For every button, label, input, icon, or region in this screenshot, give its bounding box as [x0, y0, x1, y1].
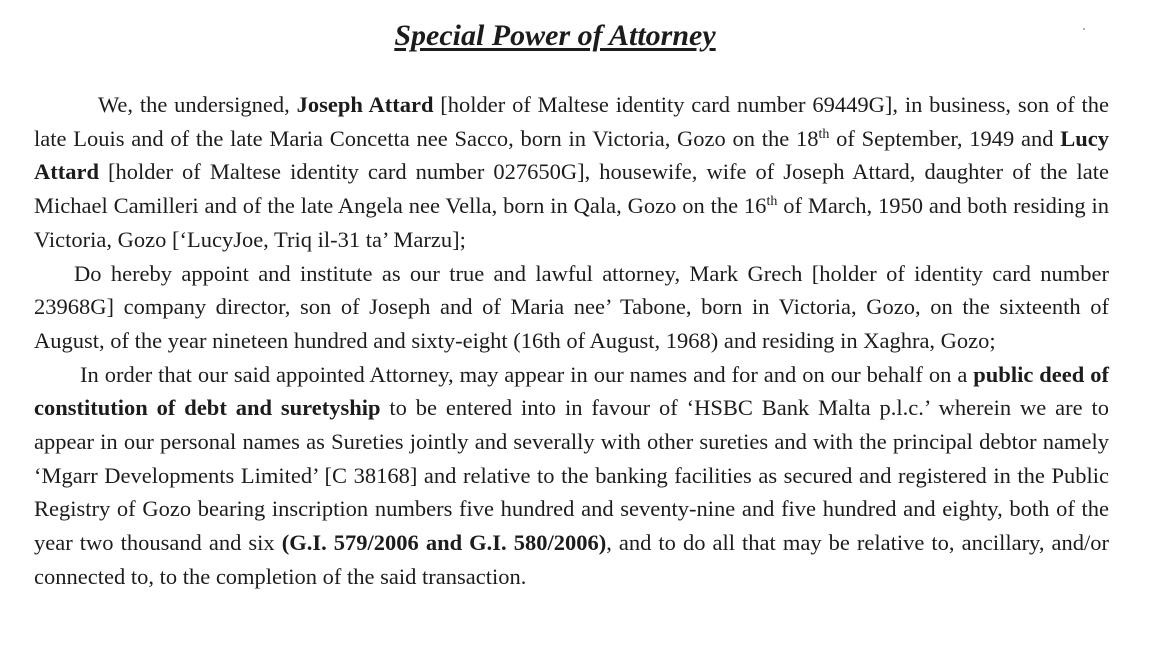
principal-name-2: Lucy Attard [34, 125, 1109, 185]
p1-text-2: [holder of Maltese identity card number 69449G], in business, son of the late Louis and of the late Maria Concetta nee Sacco, born in Victoria, Gozo on the 18 [34, 92, 1109, 151]
paragraph-appointment [34, 257, 1109, 358]
ordinal-suffix-2: th [766, 194, 778, 210]
p2-text-1: Do hereby appoint and institute as our true and lawful attorney, Mark Grech [holder of identity card number 23968G] company director, son of Joseph and of Maria nee’ Tabone, born in Victoria, Gozo, on the sixteenth of August, of the year nineteen hundred and sixty-eight (16th of August, 1968) and residing in Xaghra, Gozo; [34, 260, 1109, 353]
paragraph-purpose [34, 358, 1109, 594]
p1-text-4: [holder of Maltese identity card number 027650G], housewife, wife of Joseph Attard, daughter of the late Michael Camilleri and of the late Angela nee Vella, born in Qala, Gozo on the 16 [34, 159, 1109, 219]
inscription-references: (G.I. 579/2006 and G.I. 580/2006) [281, 530, 607, 556]
paragraph-principals [34, 88, 1109, 257]
document-title: Special Power of Attorney [394, 19, 716, 52]
scan-speck [1083, 28, 1085, 30]
p1-text-1: We, the undersigned, [98, 92, 297, 117]
document-body [34, 88, 1109, 594]
p1-text-3: of September, 1949 and [829, 125, 1061, 151]
p3-text-1: In order that our said appointed Attorney, may appear in our names and for and on our behalf on a [80, 361, 974, 387]
principal-name-1: Joseph Attard [296, 92, 434, 117]
ordinal-suffix-1: th [818, 126, 830, 142]
p3-text-2: to be entered into in favour of ‘HSBC Bank Malta p.l.c.’ wherein we are to appear in our personal names as Sureties jointly and severally with other sureties and with the principal debtor namely ‘Mgarr Developments Limited’ [C 38168] and relative to the banking facilities as secured and registered in the Public Registry of Gozo bearing inscription numbers five hundred and seventy-nine and five hundred and eighty, both of the year two thousand and six [34, 395, 1109, 556]
deed-description: public deed of constitution of debt and suretyship [34, 361, 1109, 421]
p3-text-3: , and to do all that may be relative to, ancillary, and/or connected to, to the completion of the said transaction. [34, 530, 1110, 589]
p1-text-5: of March, 1950 and both residing in Victoria, Gozo [‘LucyJoe, Triq il-31 ta’ Marzu]; [34, 193, 1109, 252]
